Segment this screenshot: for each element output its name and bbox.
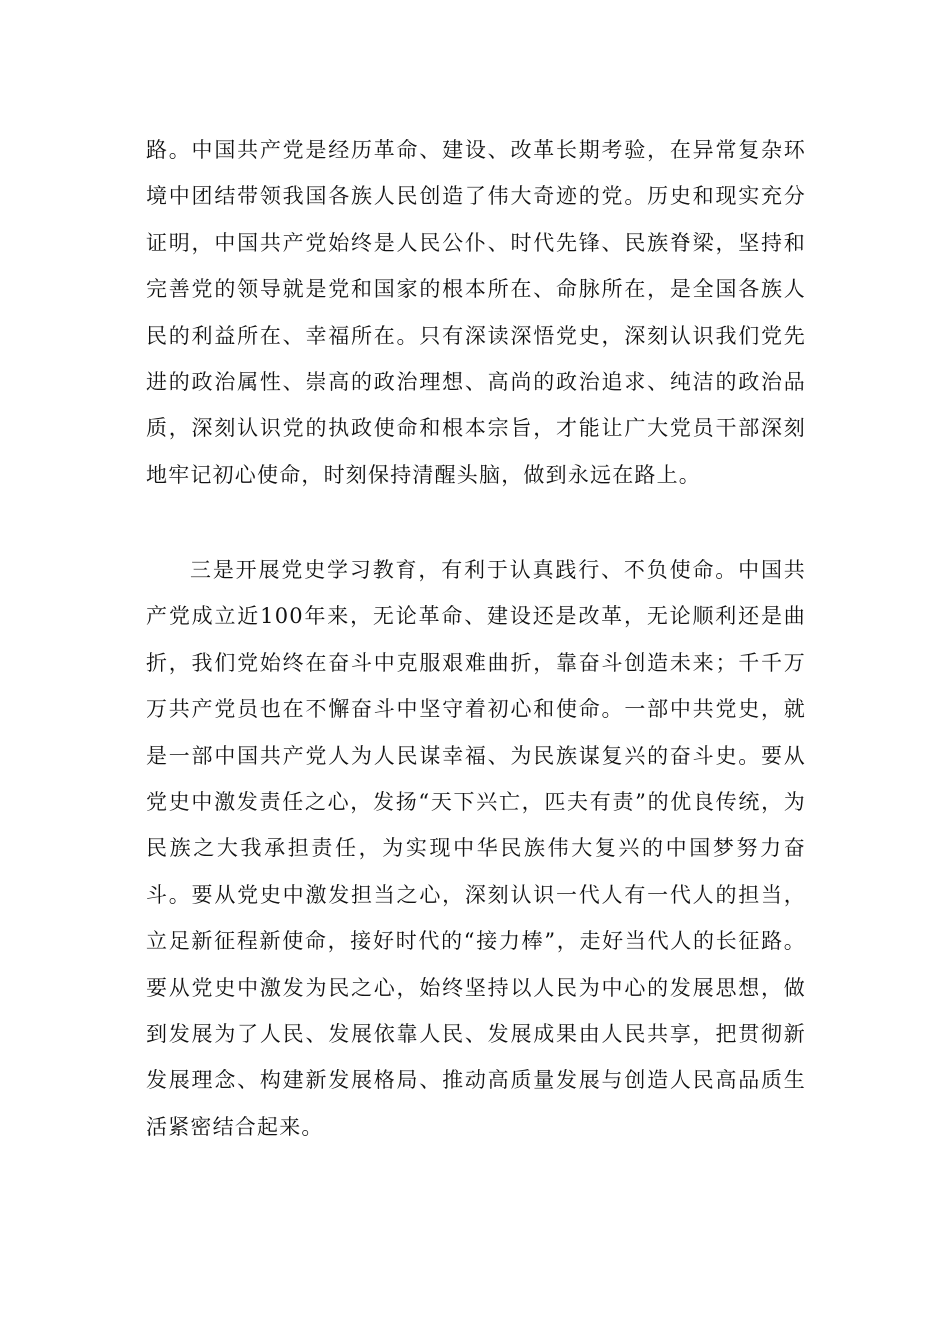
paragraph-party-leadership: 路。中国共产党是经历革命、建设、改革长期考验，在异常复杂环境中团结带领我国各族人民创造了伟大奇迹的党。历史和现实充分证明，中国共产党始终是人民公仆、时代先锋、民族脊梁，坚持和完善党的领导就是党和国家的根本所在、命脉所在，是全国各族人民的利益所在、幸福所在。只有深读深悟党史，深刻认识我们党先进的政治属性、崇高的政治理想、高尚的政治追求、纯洁的政治品质，深刻认识党的执政使命和根本宗旨，才能让广大党员干部深刻地牢记初心使命，时刻保持清醒头脑，做到永远在路上。 <box>146 138 806 487</box>
paragraph-fulfill-mission: 三是开展党史学习教育，有利于认真践行、不负使命。中国共产党成立近100年来，无论革命、建设还是改革，无论顺利还是曲折，我们党始终在奋斗中克服艰难曲折，靠奋斗创造未来；千千万万共产党员也在不懈奋斗中坚守着初心和使命。一部中共党史，就是一部中国共产党人为人民谋幸福、为民族谋复兴的奋斗史。要从党史中激发责任之心，发扬“天下兴亡，匹夫有责”的优良传统，为民族之大我承担责任，为实现中华民族伟大复兴的中国梦努力奋斗。要从党史中激发担当之心，深刻认识一代人有一代人的担当，立足新征程新使命，接好时代的“接力棒”，走好当代人的长征路。要从党史中激发为民之心，始终坚持以人民为中心的发展思想，做到发展为了人民、发展依靠人民、发展成果由人民共享，把贯彻新发展理念、构建新发展格局、推动高质量发展与创造人民高品质生活紧密结合起来。 <box>146 558 806 1139</box>
